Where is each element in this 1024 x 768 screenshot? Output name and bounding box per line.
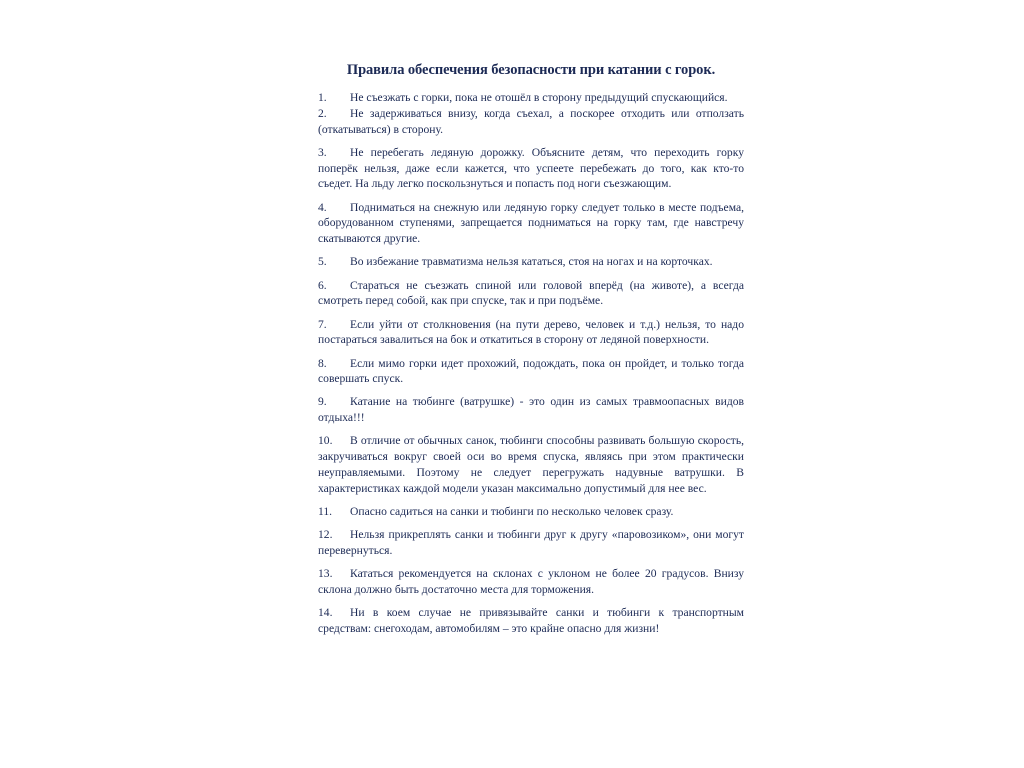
rule-item [318, 145, 744, 192]
rule-number: 4. [318, 200, 327, 214]
rule-item [318, 106, 744, 138]
rule-item [318, 504, 744, 520]
rule-item [318, 527, 744, 559]
rule-item [318, 317, 744, 349]
rule-text: Нельзя прикреплять санки и тюбинги друг к другу «паровозиком», они могут перевернуться. [318, 528, 744, 558]
rule-number: 5. [318, 255, 327, 269]
rule-item [318, 254, 744, 270]
rule-text: Если мимо горки идет прохожий, подождать, пока он пройдет, и только тогда совершать спуск. [318, 356, 744, 386]
rule-text: Если уйти от столкновения (на пути дерево, человек и т.д.) нельзя, то надо постараться завалиться на бок и откатиться в сторону от ледяной поверхности. [318, 317, 744, 347]
page-title: Правила обеспечения безопасности при катании с горок. [346, 62, 716, 78]
rule-number: 1. [318, 91, 327, 104]
rule-number: 3. [318, 145, 327, 159]
rule-item [318, 200, 744, 247]
rules-list [318, 90, 744, 637]
rule-text: Подниматься на снежную или ледяную горку следует только в месте подъема, оборудованном ступенями, запрещается подниматься на горку там, где навстречу скатываются другие. [318, 200, 744, 246]
rule-number: 6. [318, 278, 327, 292]
rule-text: Ни в коем случае не привязывайте санки и тюбинги к транспортным средствам: снегоходам, автомобилям – это крайне опасно для жизни! [318, 606, 744, 635]
rule-item [318, 278, 744, 310]
rule-number: 10. [318, 434, 333, 448]
rule-text: Не съезжать с горки, пока не отошёл в сторону предыдущий спускающийся. [350, 91, 728, 104]
rule-number: 8. [318, 356, 327, 370]
rule-item [318, 90, 744, 106]
rule-text: В отличие от обычных санок, тюбинги способны развивать большую скорость, закручиваться вокруг своей оси во время спуска, являясь при этом практически неуправляемыми. Поэтому не следует перегружать надувные ватрушки. В характеристиках каждой модели указан максимально допустимый для нее вес. [318, 434, 744, 495]
rule-text: Катание на тюбинге (ватрушке) - это один из самых травмоопасных видов отдыха!!! [318, 395, 744, 425]
rule-item [318, 394, 744, 426]
rule-text: Во избежание травматизма нельзя кататься, стоя на ногах и на корточках. [350, 255, 713, 269]
rule-text: Стараться не съезжать спиной или головой вперёд (на животе), а всегда смотреть перед собой, как при спуске, так и при подъёме. [318, 278, 744, 308]
rule-text: Не задерживаться внизу, когда съехал, а поскорее отходить или отползать (откатываться) в сторону. [318, 106, 744, 136]
rule-number: 7. [318, 317, 327, 331]
rule-number: 13. [318, 567, 333, 581]
rule-number: 2. [318, 106, 327, 120]
rule-item [318, 433, 744, 496]
rule-text: Опасно садиться на санки и тюбинги по несколько человек сразу. [350, 505, 674, 519]
document-page [318, 62, 744, 644]
rule-text: Кататься рекомендуется на склонах с уклоном не более 20 градусов. Внизу склона должно быть достаточно места для торможения. [318, 567, 744, 597]
rule-text: Не перебегать ледяную дорожку. Объясните детям, что переходить горку поперёк нельзя, даже если кажется, что успеете перебежать до того, как кто-то съедет. На льду легко поскользнуться и попасть под ноги съезжающим. [318, 145, 744, 191]
rule-number: 14. [318, 606, 333, 620]
rule-item [318, 356, 744, 388]
rule-item [318, 605, 744, 637]
rule-number: 9. [318, 395, 327, 409]
rule-item [318, 566, 744, 598]
rule-number: 12. [318, 528, 333, 542]
rule-number: 11. [318, 505, 333, 519]
